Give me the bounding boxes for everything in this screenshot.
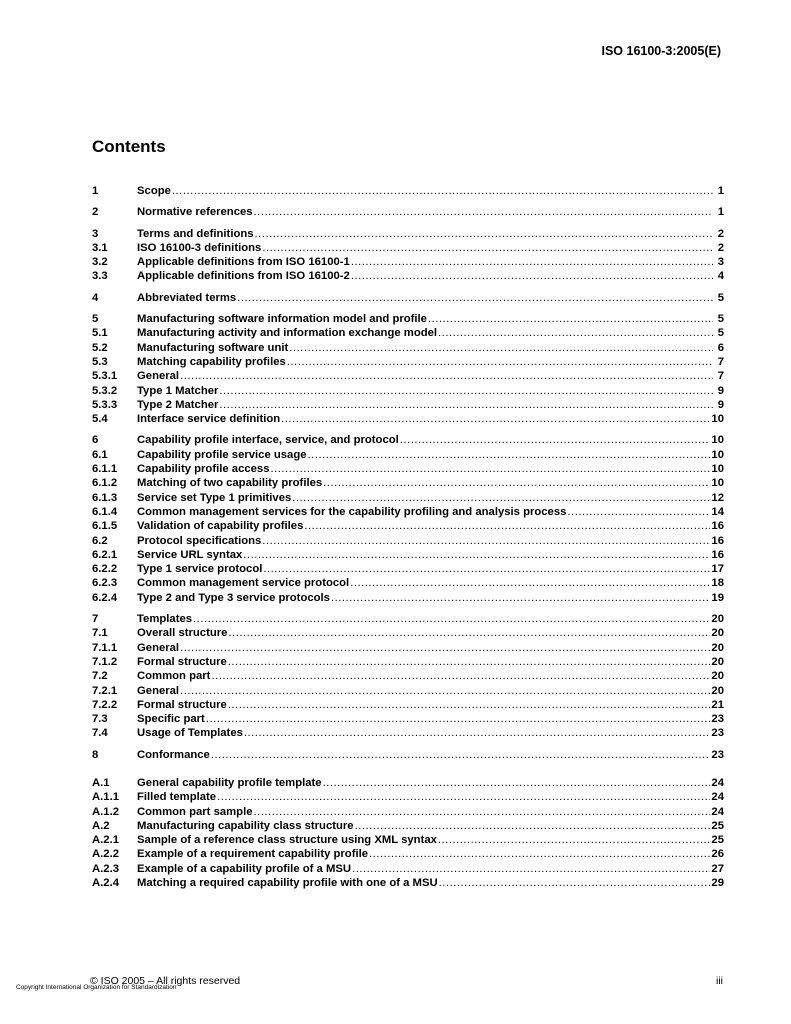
toc-entry-number: 8 <box>92 748 99 761</box>
toc-entry-title: Manufacturing software information model and profile <box>137 313 427 326</box>
toc-entry[interactable] <box>92 291 724 305</box>
toc-entry-number: A.2.2 <box>92 848 120 861</box>
toc-entry-number: 5.4 <box>92 413 108 426</box>
toc-entry-number: 5.3.2 <box>92 384 118 397</box>
toc-entry[interactable] <box>92 612 724 626</box>
toc-entry[interactable] <box>92 790 724 804</box>
toc-entry[interactable] <box>92 655 724 669</box>
toc-entry-page: 20 <box>711 655 724 668</box>
toc-entry-title: Matching of two capability profiles <box>137 477 323 490</box>
toc-entry-title: Capability profile interface, service, and protocol <box>137 434 399 447</box>
toc-entry-number: 1 <box>92 185 99 197</box>
toc-leader-dots <box>331 591 710 605</box>
toc-leader-dots <box>369 847 710 861</box>
toc-leader-dots <box>352 862 710 876</box>
toc-leader-dots <box>228 698 711 712</box>
toc-entry[interactable] <box>92 548 724 562</box>
toc-entry-title: Conformance <box>137 748 210 761</box>
toc-entry-page: 4 <box>717 270 724 283</box>
toc-entry[interactable] <box>92 641 724 655</box>
toc-entry[interactable] <box>92 684 724 698</box>
toc-leader-dots <box>219 384 713 398</box>
toc-leader-dots <box>254 805 711 819</box>
toc-entry-page: 9 <box>717 398 724 411</box>
toc-entry-page: 10 <box>711 434 724 447</box>
toc-entry[interactable] <box>92 491 724 505</box>
toc-entry-number: 6.1.4 <box>92 505 118 518</box>
toc-entry-page: 19 <box>711 591 724 604</box>
toc-entry-page: 24 <box>711 776 724 789</box>
toc-entry-page: 10 <box>711 477 724 490</box>
toc-entry-number: 7 <box>92 613 99 626</box>
toc-entry-title: Templates <box>137 613 193 626</box>
toc-entry-page: 16 <box>711 534 724 547</box>
toc-entry-title: Formal structure <box>137 698 227 711</box>
toc-entry-number: 7.4 <box>92 727 108 740</box>
toc-entry-title: Manufacturing capability class structure <box>137 819 354 832</box>
toc-entry-title: Matching a required capability profile with one of a MSU <box>137 877 438 890</box>
toc-entry[interactable] <box>92 847 724 861</box>
toc-entry-page: 25 <box>711 819 724 832</box>
toc-entry-page: 7 <box>717 355 724 368</box>
toc-entry-page: 27 <box>711 862 724 875</box>
toc-entry-title: Normative references <box>137 206 253 219</box>
toc-entry-title: Common part sample <box>137 805 253 818</box>
table-of-contents <box>92 184 724 890</box>
toc-entry[interactable] <box>92 669 724 683</box>
toc-entry-title: Applicable definitions from ISO 16100-2 <box>137 270 350 283</box>
toc-leader-dots <box>304 519 710 533</box>
toc-leader-dots <box>323 776 711 790</box>
toc-entry-number: 5.1 <box>92 327 108 340</box>
toc-leader-dots <box>180 684 710 698</box>
toc-entry[interactable] <box>92 448 724 462</box>
toc-entry-page: 12 <box>711 491 724 504</box>
toc-entry-title: Type 1 service protocol <box>137 563 263 576</box>
toc-leader-dots <box>287 355 713 369</box>
toc-entry-title: Type 2 Matcher <box>137 398 219 411</box>
toc-entry-number: A.1 <box>92 776 110 789</box>
toc-leader-dots <box>351 255 713 269</box>
toc-entry[interactable] <box>92 862 724 876</box>
toc-entry-title: Protocol specifications <box>137 534 262 547</box>
toc-entry[interactable] <box>92 341 724 355</box>
toc-entry-title: Example of a capability profile of a MSU <box>137 862 352 875</box>
toc-entry-title: Matching capability profiles <box>137 355 286 368</box>
toc-entry-number: 6.1 <box>92 448 108 461</box>
toc-leader-dots <box>281 412 710 426</box>
toc-entry-page: 23 <box>711 727 724 740</box>
toc-leader-dots <box>355 819 711 833</box>
toc-leader-dots <box>243 548 710 562</box>
footer-copyright: © ISO 2005 – All rights reserved <box>90 975 241 987</box>
toc-entry-page: 6 <box>717 341 724 354</box>
toc-entry-page: 17 <box>711 563 724 576</box>
toc-leader-dots <box>237 291 713 305</box>
toc-entry-page: 2 <box>717 241 724 254</box>
toc-entry-page: 5 <box>717 327 724 340</box>
toc-entry[interactable] <box>92 369 724 383</box>
toc-entry-page: 1 <box>717 206 724 219</box>
toc-entry-number: 3.3 <box>92 270 108 283</box>
toc-entry-page: 20 <box>711 613 724 626</box>
toc-leader-dots <box>263 562 710 576</box>
toc-entry-number: A.2.1 <box>92 834 120 847</box>
toc-entry[interactable] <box>92 712 724 726</box>
toc-entry-page: 16 <box>711 520 724 533</box>
page-number: iii <box>716 975 723 987</box>
toc-entry-number: 7.1.1 <box>92 641 118 654</box>
toc-leader-dots <box>211 669 710 683</box>
toc-entry[interactable] <box>92 227 724 241</box>
toc-entry-title: Type 1 Matcher <box>137 384 219 397</box>
toc-entry-title: Capability profile service usage <box>137 448 307 461</box>
toc-leader-dots <box>400 433 711 447</box>
toc-entry[interactable] <box>92 833 724 847</box>
toc-leader-dots <box>262 534 710 548</box>
toc-entry-title: Type 2 and Type 3 service protocols <box>137 591 330 604</box>
toc-leader-dots <box>292 491 710 505</box>
toc-entry-number: 5.3 <box>92 355 108 368</box>
toc-entry-title: Abbreviated terms <box>137 291 237 304</box>
toc-entry-title: Terms and definitions <box>137 227 254 240</box>
toc-entry-number: 3.2 <box>92 256 108 269</box>
toc-entry-title: Overall structure <box>137 627 228 640</box>
toc-entry-number: 6.2 <box>92 534 108 547</box>
toc-entry-title: Common management service protocol <box>137 577 350 590</box>
toc-entry-number: A.1.2 <box>92 805 120 818</box>
toc-entry-title: General <box>137 641 180 654</box>
toc-entry-title: Service set Type 1 primitives <box>137 491 292 504</box>
toc-entry-page: 5 <box>717 313 724 326</box>
toc-entry-title: Usage of Templates <box>137 727 243 740</box>
toc-entry-title: Scope <box>137 185 171 197</box>
toc-entry-title: Common management services for the capability profiling and analysis process <box>137 505 567 518</box>
toc-entry[interactable] <box>92 241 724 255</box>
toc-entry-number: 3.1 <box>92 241 108 254</box>
page-title: Contents <box>92 137 166 156</box>
toc-entry-number: 5.3.3 <box>92 398 118 411</box>
toc-entry-number: 6.1.3 <box>92 491 118 504</box>
toc-leader-dots <box>270 462 710 476</box>
toc-leader-dots <box>289 341 713 355</box>
toc-entry[interactable] <box>92 805 724 819</box>
toc-entry-number: 6.2.4 <box>92 591 118 604</box>
toc-entry[interactable] <box>92 255 724 269</box>
toc-leader-dots <box>308 448 711 462</box>
toc-entry-title: Manufacturing activity and information exchange model <box>137 327 438 340</box>
toc-entry-title: General capability profile template <box>137 776 322 789</box>
toc-entry-page: 23 <box>711 748 724 761</box>
toc-entry-page: 10 <box>711 463 724 476</box>
toc-entry-page: 24 <box>711 791 724 804</box>
toc-entry-number: 6 <box>92 434 99 447</box>
toc-entry-number: 2 <box>92 206 99 219</box>
toc-entry-number: 5 <box>92 313 99 326</box>
toc-entry-number: 7.2 <box>92 670 108 683</box>
toc-entry-page: 16 <box>711 548 724 561</box>
toc-leader-dots <box>567 505 710 519</box>
toc-leader-dots <box>255 227 713 241</box>
toc-entry[interactable] <box>92 433 724 447</box>
toc-entry-number: 4 <box>92 291 99 304</box>
toc-leader-dots <box>228 626 710 640</box>
toc-entry-page: 25 <box>711 834 724 847</box>
toc-entry-number: 3 <box>92 227 99 240</box>
toc-leader-dots <box>350 576 710 590</box>
toc-entry[interactable] <box>92 562 724 576</box>
toc-entry-page: 10 <box>711 448 724 461</box>
toc-entry-number: 6.2.2 <box>92 563 118 576</box>
toc-entry-page: 7 <box>717 370 724 383</box>
toc-entry-number: 6.1.5 <box>92 520 118 533</box>
toc-entry-number: 7.1.2 <box>92 655 118 668</box>
toc-entry-number: A.2.4 <box>92 877 120 890</box>
toc-entry-number: A.1.1 <box>92 791 120 804</box>
toc-leader-dots <box>206 712 711 726</box>
toc-entry-number: 6.2.1 <box>92 548 118 561</box>
toc-entry[interactable] <box>92 398 724 412</box>
toc-entry[interactable] <box>92 626 724 640</box>
toc-entry-title: Applicable definitions from ISO 16100-1 <box>137 256 350 269</box>
toc-entry-title: ISO 16100-3 definitions <box>137 241 262 254</box>
toc-entry[interactable] <box>92 355 724 369</box>
toc-entry-title: Manufacturing software unit <box>137 341 289 354</box>
toc-entry[interactable] <box>92 269 724 283</box>
toc-entry-page: 26 <box>711 848 724 861</box>
toc-entry-number: 7.2.2 <box>92 698 118 711</box>
toc-leader-dots <box>439 876 711 890</box>
toc-entry[interactable] <box>92 776 724 790</box>
toc-entry-number: 7.1 <box>92 627 108 640</box>
toc-entry-title: General <box>137 370 180 383</box>
toc-entry-title: Example of a requirement capability profile <box>137 848 369 861</box>
toc-entry-number: 7.2.1 <box>92 684 118 697</box>
toc-entry-title: Capability profile access <box>137 463 270 476</box>
toc-entry-page: 24 <box>711 805 724 818</box>
toc-entry-number: 6.2.3 <box>92 577 118 590</box>
toc-entry-page: 20 <box>711 684 724 697</box>
toc-entry-page: 1 <box>717 185 724 197</box>
toc-entry-page: 14 <box>711 505 724 518</box>
toc-entry[interactable] <box>92 819 724 833</box>
toc-leader-dots <box>180 641 710 655</box>
toc-entry-title: Specific part <box>137 713 205 726</box>
toc-entry-page: 5 <box>717 291 724 304</box>
toc-leader-dots <box>351 269 713 283</box>
toc-entry-page: 20 <box>711 641 724 654</box>
toc-entry[interactable] <box>92 462 724 476</box>
toc-entry-page: 10 <box>711 413 724 426</box>
toc-leader-dots <box>438 326 713 340</box>
toc-entry-number: 6.1.2 <box>92 477 118 490</box>
toc-leader-dots <box>428 312 713 326</box>
toc-leader-dots <box>244 726 711 740</box>
toc-entry-number: A.2 <box>92 819 110 832</box>
toc-entry-number: 6.1.1 <box>92 463 118 476</box>
toc-entry-page: 21 <box>711 698 724 711</box>
toc-entry-page: 23 <box>711 713 724 726</box>
toc-entry-number: 5.3.1 <box>92 370 118 383</box>
toc-entry-page: 3 <box>717 256 724 269</box>
toc-entry-page: 29 <box>711 877 724 890</box>
toc-entry[interactable] <box>92 698 724 712</box>
toc-entry-page: 2 <box>717 227 724 240</box>
toc-entry[interactable] <box>92 326 724 340</box>
toc-entry[interactable] <box>92 876 724 890</box>
toc-entry-title: Interface service definition <box>137 413 281 426</box>
toc-entry-title: Filled template <box>137 791 217 804</box>
toc-entry[interactable] <box>92 591 724 605</box>
toc-entry-title: Sample of a reference class structure using XML syntax <box>137 834 437 847</box>
toc-leader-dots <box>323 476 710 490</box>
copyright-notice: Copyright International Organization for Standardization <box>16 984 177 991</box>
toc-entry-title: Common part <box>137 670 211 683</box>
toc-entry-title: Validation of capability profiles <box>137 520 304 533</box>
toc-leader-dots <box>193 612 710 626</box>
toc-entry[interactable] <box>92 184 724 198</box>
toc-leader-dots <box>180 369 713 383</box>
toc-leader-dots <box>438 833 711 847</box>
toc-entry[interactable] <box>92 205 724 219</box>
toc-entry[interactable] <box>92 505 724 519</box>
toc-entry-title: Formal structure <box>137 655 227 668</box>
toc-leader-dots <box>211 748 711 762</box>
toc-entry[interactable] <box>92 476 724 490</box>
document-id: ISO 16100-3:2005(E) <box>601 44 721 58</box>
toc-entry-page: 18 <box>711 577 724 590</box>
toc-entry[interactable] <box>92 412 724 426</box>
toc-entry-number: 5.2 <box>92 341 108 354</box>
toc-entry[interactable] <box>92 534 724 548</box>
toc-entry-number: 7.3 <box>92 713 108 726</box>
toc-entry[interactable] <box>92 312 724 326</box>
toc-leader-dots <box>217 790 710 804</box>
toc-entry-number: A.2.3 <box>92 862 120 875</box>
toc-leader-dots <box>172 184 713 198</box>
toc-entry[interactable] <box>92 576 724 590</box>
toc-entry-page: 20 <box>711 627 724 640</box>
toc-leader-dots <box>219 398 713 412</box>
toc-entry-title: General <box>137 684 180 697</box>
toc-entry[interactable] <box>92 748 724 762</box>
toc-entry[interactable] <box>92 519 724 533</box>
toc-entry-title: Service URL syntax <box>137 548 243 561</box>
toc-entry-page: 9 <box>717 384 724 397</box>
toc-leader-dots <box>228 655 711 669</box>
toc-entry[interactable] <box>92 384 724 398</box>
toc-leader-dots <box>262 241 713 255</box>
toc-entry-page: 20 <box>711 670 724 683</box>
toc-leader-dots <box>254 205 713 219</box>
toc-entry[interactable] <box>92 726 724 740</box>
